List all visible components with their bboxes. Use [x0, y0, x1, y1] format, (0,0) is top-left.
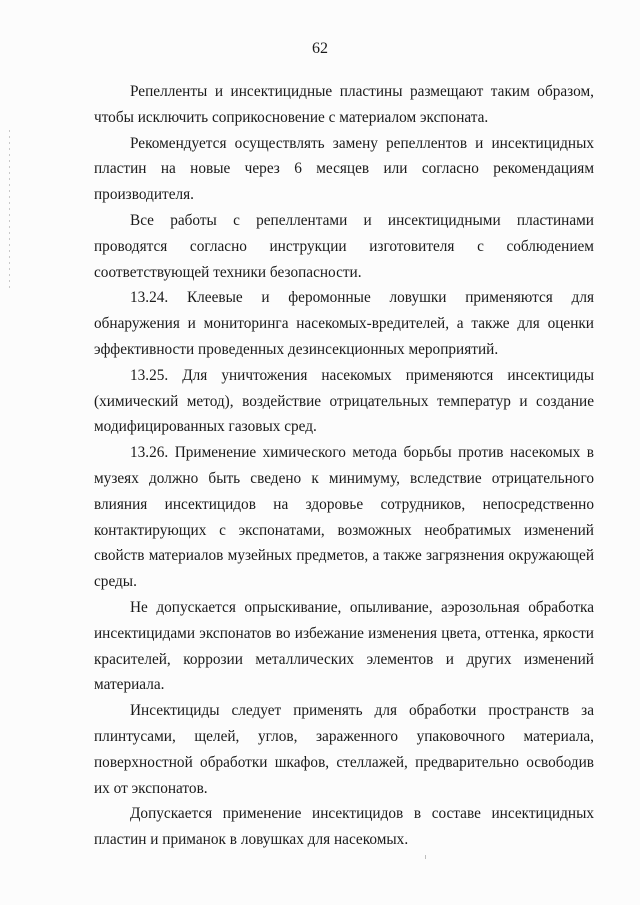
document-body: [94, 79, 594, 853]
paragraph-permitted-application: Допускается применение инсектицидов в составе инсектицидных пластин и приманок в ловушках для насекомых.: [94, 805, 594, 849]
paragraph-safety-instructions: Все работы с репеллентами и инсектицидными пластинами проводятся согласно инструкции изготовителя с соблюдением соответствующей техники безопасности.: [94, 211, 594, 281]
paragraph-prohibited-treatments: Не допускается опрыскивание, опыливание, аэрозольная обработка инсектицидами экспонатов во избежание изменения цвета, оттенка, яркости красителей, коррозии металлических элементов и других изменений материала.: [94, 598, 594, 694]
paragraph-replacement-schedule: Рекомендуется осуществлять замену репеллентов и инсектицидных пластин на новые через 6 месяцев или согласно рекомендациям производителя.: [94, 134, 594, 204]
paragraph-repellent-placement: Репелленты и инсектицидные пластины размещают таким образом, чтобы исключить соприкосновение с материалом экспоната.: [94, 83, 594, 126]
paragraph-13-24: 13.24. Клеевые и феромонные ловушки применяются для обнаружения и мониторинга насекомых-вредителей, а также для оценки эффективности проведенных дезинсекционных мероприятий.: [94, 289, 594, 358]
paragraph-insecticide-usage: Инсектициды следует применять для обработки пространств за плинтусами, щелей, углов, зараженного упаковочного материала, поверхностной обработки шкафов, стеллажей, предварительно освободив их от экспонатов.: [94, 702, 594, 797]
paragraph-13-25: 13.25. Для уничтожения насекомых применяются инсектициды (химический метод), воздействие отрицательных температур и создание модифицированных газовых сред.: [94, 366, 594, 436]
paragraph-13-26: 13.26. Применение химического метода борьбы против насекомых в музеях должно быть сведено к минимуму, вследствие отрицательного влияния инсектицидов на здоровье сотрудников, непосредственно контактирующих с экспонатами, возможных необратимых изменений свойств материалов музейных предметов, а также загрязнения окружающей среды.: [94, 444, 594, 591]
scan-edge-artifact: [9, 130, 10, 290]
page-number: 62: [312, 40, 328, 57]
scan-speck: [425, 855, 426, 859]
